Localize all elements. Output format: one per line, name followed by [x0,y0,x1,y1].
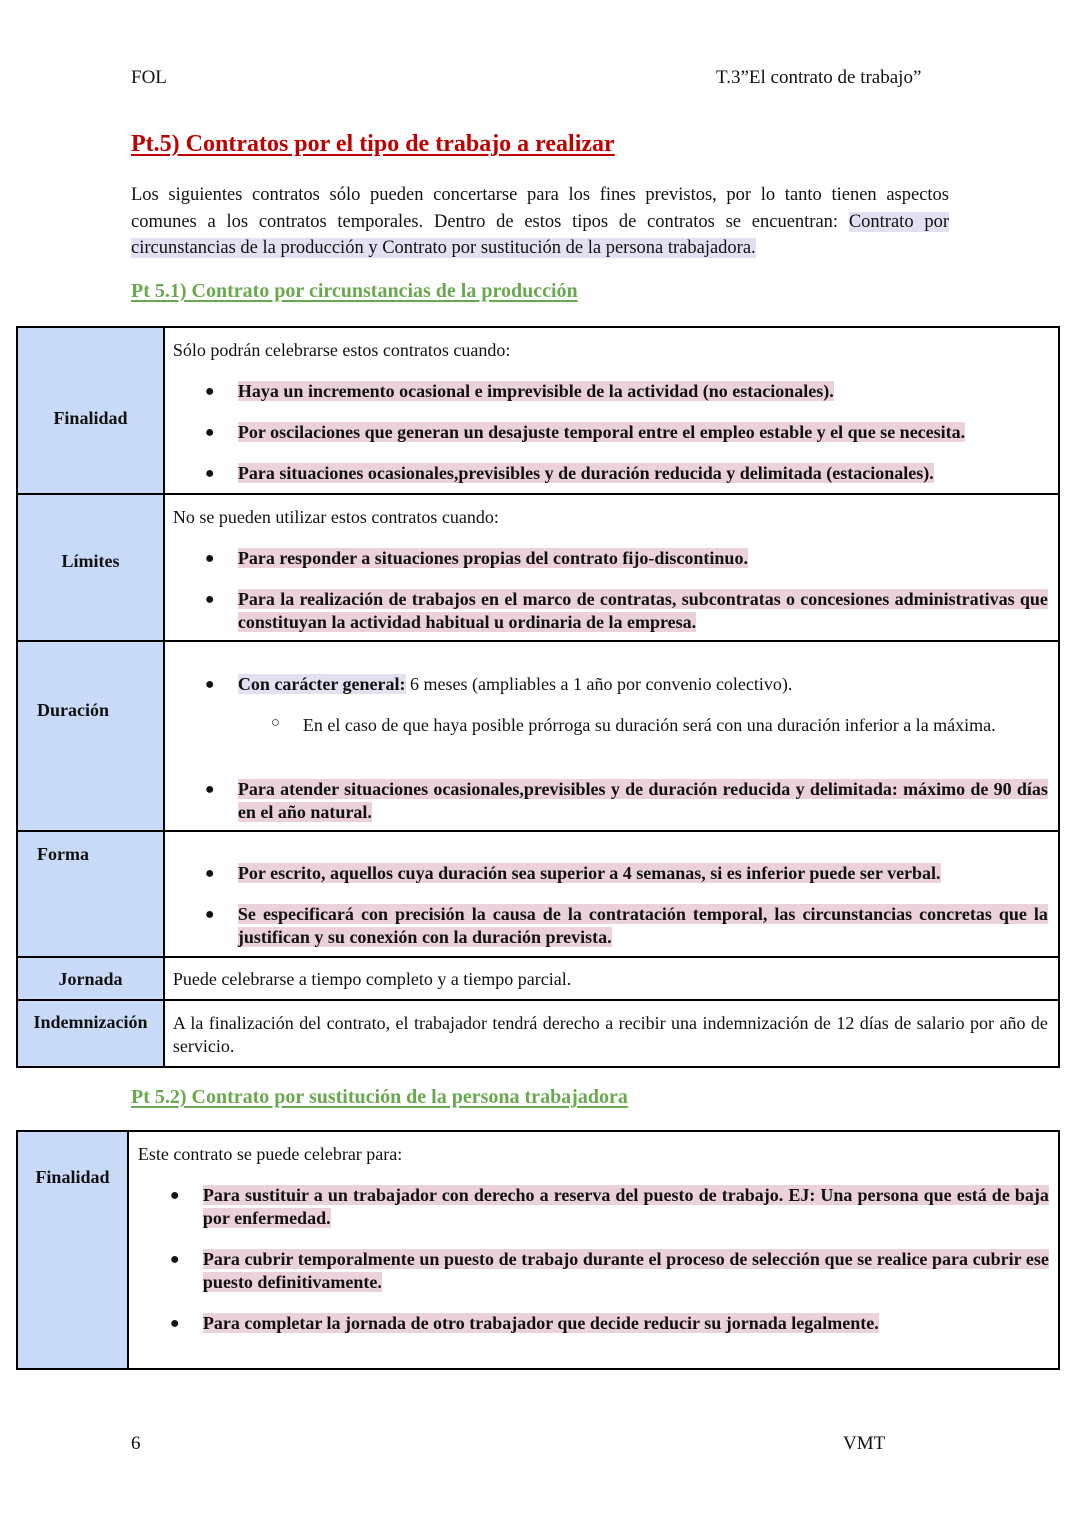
section-title: Pt.5) Contratos por el tipo de trabajo a realizar [131,131,615,157]
finalidad2-intro: Este contrato se puede celebrar para: [137,1144,403,1164]
bullet-icon: ● [204,424,215,441]
intro-line-3: circunstancias de la producción y Contrato por sustitución de la persona trabajadora. [131,238,756,258]
intro-paragraph [131,182,949,262]
row-finalidad-2 [17,1131,1059,1369]
intro-highlight: Contrato por [848,211,949,232]
label-cell [17,1131,128,1369]
row-indemnizacion [17,1000,1059,1067]
label-cell [17,494,164,641]
bullet-icon: ● [204,465,215,482]
label-cell [17,641,164,831]
bullet-icon: ● [204,383,215,400]
finalidad2-item-1: Para sustituir a un trabajador con derecho a reserva del puesto de trabajo. EJ: Una persona que está de baja por enfermedad. [202,1185,1049,1228]
bullet-icon: ● [169,1315,180,1332]
bullet-icon: ● [169,1187,180,1204]
bullet-icon: ● [204,550,215,567]
label-jornada: Jornada [58,969,123,989]
finalidad2-item-3: Para completar la jornada de otro trabajador que decide reducir su jornada legalmente. [202,1313,879,1333]
label-duracion: Duración [37,700,109,720]
bullet-icon: ● [204,781,215,798]
bullet-icon: ● [204,906,215,923]
forma-item-1: Por escrito, aquellos cuya duración sea superior a 4 semanas, si es inferior puede ser verbal. [237,863,941,883]
row-duracion [17,641,1059,831]
label-cell [17,1000,164,1067]
label-cell [17,327,164,494]
forma-item-2: Se especificará con precisión la causa de la contratación temporal, las circunstancias concretas que la justifican y su conexión con la duración prevista. [237,904,1048,947]
label-cell [17,957,164,1000]
duracion-subitem: En el caso de que haya posible prórroga su duración será con una duración inferior a la máxima. [302,715,996,735]
jornada-text: Puede celebrarse a tiempo completo y a tiempo parcial. [172,969,572,989]
subsection-title-1: Pt 5.1) Contrato por circunstancias de la producción [131,280,578,302]
finalidad-intro: Sólo podrán celebrarse estos contratos cuando: [172,340,511,360]
row-jornada [17,957,1059,1000]
table-sustitucion [16,1130,1060,1370]
row-finalidad [17,327,1059,494]
footer-author: VMT [843,1433,886,1454]
bullet-icon: ● [204,591,215,608]
header-right: T.3”El contrato de trabajo” [716,67,922,88]
finalidad2-item-2: Para cubrir temporalmente un puesto de trabajo durante el proceso de selección que se realice para cubrir ese puesto definitivamente. [202,1249,1049,1292]
limites-item-2: Para la realización de trabajos en el marco de contratas, subcontratas o concesiones administrativas que constituyan la actividad habitual u ordinaria de la empresa. [237,589,1048,632]
label-limites: Límites [61,551,120,571]
bullet-icon: ● [169,1251,180,1268]
finalidad-item-2: Por oscilaciones que generan un desajuste temporal entre el empleo estable y el que se necesita. [237,422,966,442]
label-cell [17,831,164,957]
intro-line-2: comunes a los contratos temporales. Dentro de estos tipos de contratos se encuentran: Contrato por [131,211,949,232]
bullet-icon: ● [204,676,215,693]
label-finalidad-2: Finalidad [35,1167,110,1187]
label-indemnizacion: Indemnización [33,1012,148,1032]
limites-item-1: Para responder a situaciones propias del contrato fijo-discontinuo. [237,548,748,568]
subbullet-icon: ○ [270,715,280,731]
intro-line-1: Los siguientes contratos sólo pueden concertarse para los fines previstos, por lo tanto tienen aspectos [131,185,949,205]
label-finalidad: Finalidad [53,408,128,428]
duracion-item-1-bold: Con carácter general: [237,674,406,694]
bullet-icon: ● [204,865,215,882]
label-forma: Forma [37,844,89,864]
duracion-item-1-rest: 6 meses (ampliables a 1 año por convenio colectivo). [405,674,793,694]
indemnizacion-text: A la finalización del contrato, el trabajador tendrá derecho a recibir una indemnización de 12 días de salario por año de servicio. [172,1013,1048,1056]
row-limites [17,494,1059,641]
row-forma [17,831,1059,957]
finalidad-item-3: Para situaciones ocasionales,previsibles y de duración reducida y delimitada (estacionales). [237,463,934,483]
header-left: FOL [131,67,167,88]
duracion-item-2: Para atender situaciones ocasionales,previsibles y de duración reducida y delimitada: máximo de 90 días en el año natural. [237,779,1048,822]
page-number: 6 [131,1433,141,1454]
table-circunstancias [16,326,1060,1068]
subsection-title-2: Pt 5.2) Contrato por sustitución de la persona trabajadora [131,1086,628,1108]
limites-intro: No se pueden utilizar estos contratos cuando: [172,507,499,527]
finalidad-item-1: Haya un incremento ocasional e imprevisible de la actividad (no estacionales). [237,381,834,401]
